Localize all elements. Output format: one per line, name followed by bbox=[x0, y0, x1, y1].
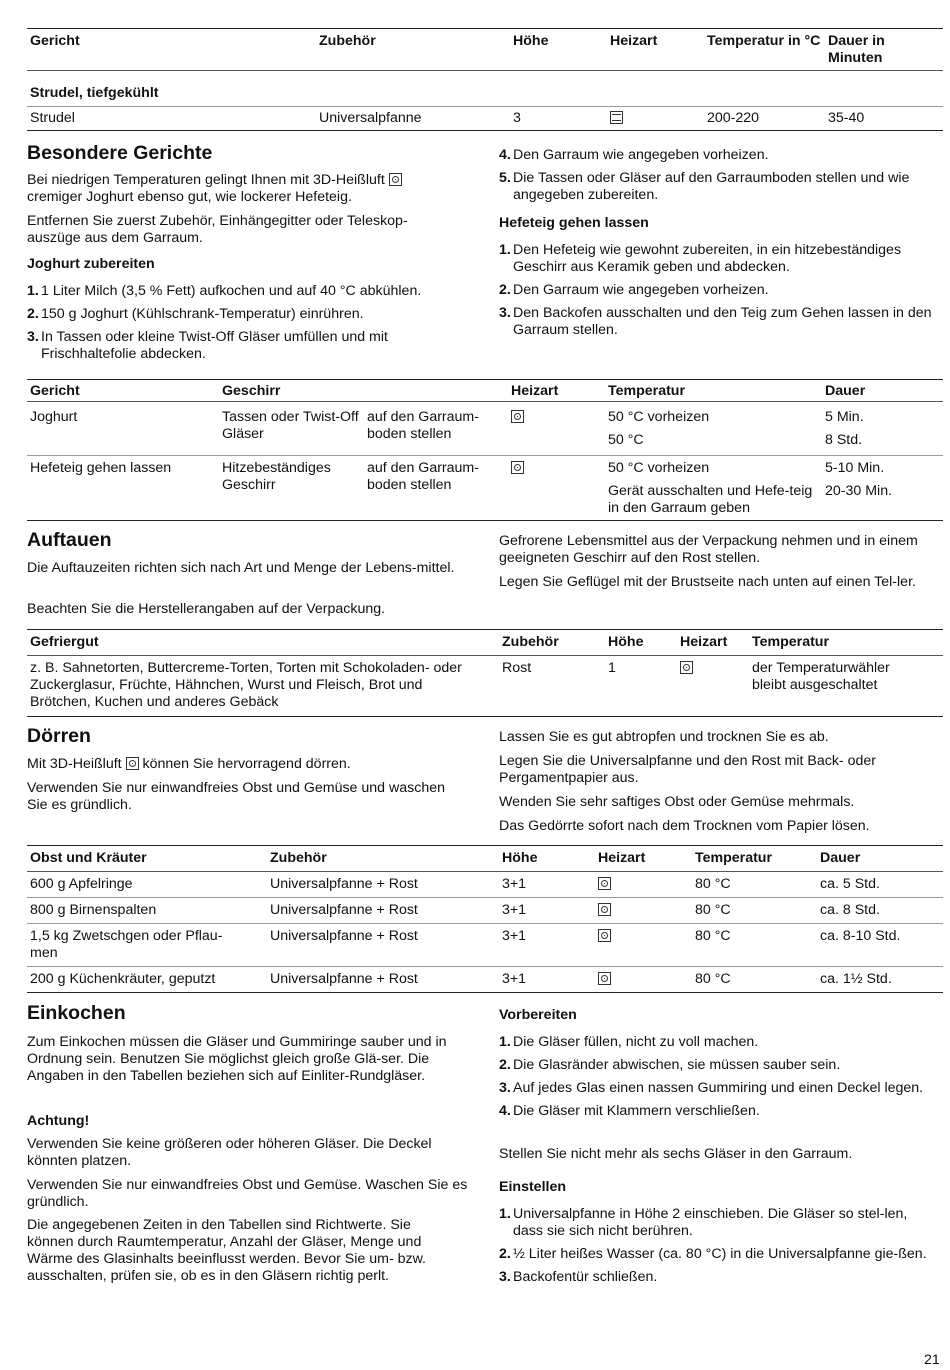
cell-hoehe: 3+1 bbox=[499, 967, 595, 993]
page-number: 21 bbox=[924, 1352, 940, 1368]
step-text: ½ Liter heißes Wasser (ca. 80 °C) in die Universalpfanne gie-ßen. bbox=[513, 1246, 927, 1262]
step-text: Auf jedes Glas einen nassen Gummiring und einen Deckel legen. bbox=[513, 1080, 924, 1096]
cell-zubehoer: Universalpfanne + Rost bbox=[270, 876, 418, 892]
doerren-p6: Das Gedörrte sofort nach dem Trocknen vom Papier lösen. bbox=[499, 818, 870, 834]
th-obst: Obst und Kräuter bbox=[27, 846, 267, 872]
list-item bbox=[499, 1103, 939, 1120]
step-text: 1 Liter Milch (3,5 % Fett) aufkochen und auf 40 °C abkühlen. bbox=[41, 283, 422, 299]
table-doerren bbox=[27, 845, 943, 993]
step-text: 150 g Joghurt (Kühlschrank-Temperatur) einrühren. bbox=[41, 306, 364, 322]
list-item bbox=[27, 306, 477, 323]
cell-zubehoer: Universalpfanne + Rost bbox=[267, 924, 499, 967]
list-item bbox=[499, 305, 943, 339]
th-hoehe: Höhe bbox=[510, 29, 607, 71]
cell-heizart bbox=[595, 872, 692, 898]
th-dauer: Dauer in Minuten bbox=[825, 29, 943, 71]
cell-item: 800 g Birnenspalten bbox=[27, 898, 267, 924]
temp-value: Gerät ausschalten und Hefe-teig in den Garraum geben bbox=[608, 483, 813, 516]
group-label: Strudel, tiefgekühlt bbox=[27, 71, 943, 107]
vorbereiten-title: Vorbereiten bbox=[499, 1007, 577, 1023]
step-text: Den Hefeteig wie gewohnt zubereiten, in ein hitzebeständiges Geschirr aus Keramik geben und abdecken. bbox=[513, 242, 902, 275]
th-temperatur: Temperatur in °C bbox=[704, 29, 825, 71]
list-item bbox=[499, 1080, 939, 1097]
step-number: 3. bbox=[499, 1269, 511, 1285]
table-auftauen bbox=[27, 629, 943, 717]
table-row bbox=[27, 924, 943, 967]
auftauen-p3: Gefrorene Lebensmittel aus der Verpackung nehmen und in einem geeigneten Geschirr auf den Rost stellen. bbox=[499, 533, 918, 566]
top-bottom-heat-icon bbox=[610, 111, 623, 124]
cell-temp: 80 °C bbox=[695, 876, 731, 892]
vorbereiten-steps bbox=[499, 1034, 939, 1126]
cell-hoehe: 3+1 bbox=[499, 898, 595, 924]
cell-hoehe: 3+1 bbox=[502, 876, 527, 892]
cell-hoehe: 3 bbox=[513, 110, 521, 126]
einkochen-p3: Verwenden Sie nur einwandfreies Obst und Gemüse. Waschen Sie es gründlich. bbox=[27, 1177, 468, 1210]
step-number: 2. bbox=[499, 1246, 511, 1262]
th-heizart: Heizart bbox=[595, 846, 692, 872]
step-number: 5. bbox=[499, 170, 511, 186]
step-text: Die Gläser füllen, nicht zu voll machen. bbox=[513, 1034, 759, 1050]
cell-ort: auf den Garraum-boden stellen bbox=[364, 456, 508, 521]
step-text: Den Garraum wie angegeben vorheizen. bbox=[513, 282, 769, 298]
step-text: Den Garraum wie angegeben vorheizen. bbox=[513, 147, 769, 163]
th-gefriergut: Gefriergut bbox=[27, 630, 499, 656]
step-number: 4. bbox=[499, 147, 511, 163]
3d-hot-air-icon bbox=[126, 757, 139, 770]
cell-temperatur: der Temperaturwähler bleibt ausgeschaltet bbox=[752, 660, 890, 693]
cell-temp: 80 °C bbox=[692, 924, 817, 967]
cell-zubehoer: Universalpfanne + Rost bbox=[267, 967, 499, 993]
cell-heizart bbox=[595, 967, 692, 993]
step-number: 1. bbox=[499, 1206, 511, 1222]
intro-text-b: cremiger Joghurt ebenso gut, wie lockerer Hefeteig. bbox=[27, 189, 352, 205]
cell-heizart bbox=[677, 656, 749, 717]
list-item bbox=[499, 1269, 939, 1286]
cell-dauer: 35-40 bbox=[828, 110, 865, 126]
list-item bbox=[499, 1246, 939, 1263]
joghurt-title: Joghurt zubereiten bbox=[27, 256, 155, 272]
step-number: 3. bbox=[27, 329, 39, 345]
table-besondere bbox=[27, 379, 943, 521]
list-item bbox=[499, 147, 939, 164]
table-strudel bbox=[27, 28, 943, 131]
dauer-value: 20-30 Min. bbox=[825, 483, 893, 499]
doerren-p1 bbox=[27, 756, 467, 773]
th-hoehe: Höhe bbox=[605, 630, 677, 656]
dauer-value: 5 Min. bbox=[825, 409, 864, 425]
th-temperatur: Temperatur bbox=[692, 846, 817, 872]
th-dauer: Dauer bbox=[817, 846, 943, 872]
step-number: 1. bbox=[27, 283, 39, 299]
cell-heizart bbox=[595, 898, 692, 924]
step-number: 2. bbox=[27, 306, 39, 322]
step-number: 1. bbox=[499, 242, 511, 258]
3d-hot-air-icon bbox=[598, 903, 611, 916]
cell-heizart bbox=[508, 402, 605, 456]
cell-dauer bbox=[822, 456, 943, 521]
list-item bbox=[499, 1034, 939, 1051]
3d-hot-air-icon bbox=[680, 661, 693, 674]
besondere-intro bbox=[27, 172, 467, 206]
besondere-intro2: Entfernen Sie zuerst Zubehör, Einhängegitter oder Teleskop-auszüge aus dem Garraum. bbox=[27, 213, 408, 246]
doerren-p1-text-a: Mit 3D-Heißluft bbox=[27, 756, 122, 772]
cell-dauer bbox=[822, 402, 943, 456]
joghurt-steps-left bbox=[27, 283, 477, 369]
th-zubehoer: Zubehör bbox=[267, 846, 499, 872]
heading-doerren: Dörren bbox=[27, 725, 91, 747]
einkochen-p5: Stellen Sie nicht mehr als sechs Gläser in den Garraum. bbox=[499, 1146, 853, 1162]
step-text: In Tassen oder kleine Twist-Off Gläser umfüllen und mit Frischhaltefolie abdecken. bbox=[41, 329, 388, 362]
table-row bbox=[27, 872, 943, 898]
list-item bbox=[499, 1206, 939, 1240]
cell-zubehoer: Universalpfanne + Rost bbox=[267, 898, 499, 924]
step-text: Backofentür schließen. bbox=[513, 1269, 658, 1285]
heading-einkochen: Einkochen bbox=[27, 1002, 126, 1024]
intro-text-a: Bei niedrigen Temperaturen gelingt Ihnen mit 3D-Heißluft bbox=[27, 172, 385, 188]
th-zubehoer: Zubehör bbox=[499, 630, 605, 656]
table-row bbox=[27, 967, 943, 993]
temp-value: 50 °C vorheizen bbox=[608, 409, 710, 425]
doerren-p2: Verwenden Sie nur einwandfreies Obst und Gemüse und waschen Sie es gründlich. bbox=[27, 780, 445, 813]
cell-temperatur bbox=[605, 456, 822, 521]
cell-temp: 80 °C bbox=[692, 898, 817, 924]
step-number: 3. bbox=[499, 1080, 511, 1096]
dauer-value: 8 Std. bbox=[825, 432, 863, 448]
doerren-p1-text-b: können Sie hervorragend dörren. bbox=[142, 756, 351, 772]
einstellen-title: Einstellen bbox=[499, 1179, 567, 1195]
th-gericht: Gericht bbox=[27, 29, 316, 71]
cell-geschirr: Hitzebeständiges Geschirr bbox=[219, 456, 364, 521]
list-item bbox=[499, 1057, 939, 1074]
table-row bbox=[27, 898, 943, 924]
doerren-p5: Wenden Sie sehr saftiges Obst oder Gemüse mehrmals. bbox=[499, 794, 855, 810]
step-text: Die Gläser mit Klammern verschließen. bbox=[513, 1103, 760, 1119]
th-heizart: Heizart bbox=[677, 630, 749, 656]
cell-dauer: ca. 8-10 Std. bbox=[817, 924, 943, 967]
list-item bbox=[499, 242, 943, 276]
cell-gefriergut: z. B. Sahnetorten, Buttercreme-Torten, Torten mit Schokoladen- oder Zuckerglasur, Früchte, Hähnchen, Wurst und Fleisch, Brot und Brötchen, Kuchen und anderes Gebäck bbox=[30, 660, 462, 710]
cell-ort: auf den Garraum-boden stellen bbox=[367, 409, 479, 442]
step-text: Die Tassen oder Gläser auf den Garraumboden stellen und wie angegeben zubereiten. bbox=[513, 170, 910, 203]
dauer-value: 5-10 Min. bbox=[825, 460, 885, 476]
th-heizart: Heizart bbox=[508, 380, 605, 402]
hefe-steps bbox=[499, 242, 943, 345]
step-number: 3. bbox=[499, 305, 511, 321]
step-text: Universalpfanne in Höhe 2 einschieben. Die Gläser so stel-len, dass sie sich nicht berühren. bbox=[513, 1206, 908, 1239]
step-text: Die Glasränder abwischen, sie müssen sauber sein. bbox=[513, 1057, 841, 1073]
th-temperatur: Temperatur bbox=[605, 380, 822, 402]
cell-gericht: Strudel bbox=[30, 110, 75, 126]
th-geschirr: Geschirr bbox=[219, 380, 508, 402]
cell-geschirr: Tassen oder Twist-Off Gläser bbox=[222, 409, 359, 442]
temp-value: 50 °C vorheizen bbox=[608, 460, 710, 476]
temp-value: 50 °C bbox=[608, 432, 644, 448]
auftauen-p1: Die Auftauzeiten richten sich nach Art und Menge der Lebens-mittel. bbox=[27, 560, 455, 576]
hefe-title: Hefeteig gehen lassen bbox=[499, 215, 649, 231]
step-number: 1. bbox=[499, 1034, 511, 1050]
cell-temperatur bbox=[605, 402, 822, 456]
auftauen-p4: Legen Sie Geflügel mit der Brustseite nach unten auf einen Tel-ler. bbox=[499, 574, 916, 590]
cell-gericht: Hefeteig gehen lassen bbox=[27, 456, 219, 521]
doerren-p3: Lassen Sie es gut abtropfen und trocknen Sie es ab. bbox=[499, 729, 829, 745]
auftauen-p2: Beachten Sie die Herstellerangaben auf der Verpackung. bbox=[27, 601, 386, 617]
cell-item: 1,5 kg Zwetschgen oder Pflau-men bbox=[27, 924, 267, 967]
joghurt-steps-right bbox=[499, 147, 939, 210]
list-item bbox=[27, 283, 477, 300]
step-text: Den Backofen ausschalten und den Teig zum Gehen lassen in den Garraum stellen. bbox=[513, 305, 932, 338]
3d-hot-air-icon bbox=[598, 972, 611, 985]
3d-hot-air-icon bbox=[389, 173, 402, 186]
einkochen-p1: Zum Einkochen müssen die Gläser und Gummiringe sauber und in Ordnung sein. Benutzen Sie möglichst gleich große Glä-ser. Die Angaben in den Tabellen beziehen sich auf Einliter-Rundgläser. bbox=[27, 1034, 447, 1084]
cell-dauer: ca. 5 Std. bbox=[820, 876, 880, 892]
step-number: 4. bbox=[499, 1103, 511, 1119]
cell-hoehe: 3+1 bbox=[499, 924, 595, 967]
cell-zubehoer: Rost bbox=[502, 660, 532, 676]
cell-gericht: Joghurt bbox=[30, 409, 78, 425]
list-item bbox=[499, 170, 939, 204]
einkochen-p2: Verwenden Sie keine größeren oder höheren Gläser. Die Deckel könnten platzen. bbox=[27, 1136, 432, 1169]
3d-hot-air-icon bbox=[511, 461, 524, 474]
cell-heizart bbox=[508, 456, 605, 521]
cell-temp: 80 °C bbox=[692, 967, 817, 993]
3d-hot-air-icon bbox=[598, 929, 611, 942]
cell-zubehoer: Universalpfanne bbox=[319, 110, 422, 126]
heading-besondere-gerichte: Besondere Gerichte bbox=[27, 142, 213, 164]
cell-item: 200 g Küchenkräuter, geputzt bbox=[27, 967, 267, 993]
list-item bbox=[27, 329, 451, 363]
3d-hot-air-icon bbox=[598, 877, 611, 890]
achtung-title: Achtung! bbox=[27, 1113, 90, 1129]
th-temperatur: Temperatur bbox=[749, 630, 943, 656]
heading-auftauen: Auftauen bbox=[27, 529, 112, 551]
th-dauer: Dauer bbox=[822, 380, 943, 402]
step-number: 2. bbox=[499, 282, 511, 298]
cell-dauer: ca. 8 Std. bbox=[817, 898, 943, 924]
einstellen-steps bbox=[499, 1206, 939, 1292]
doerren-p4: Legen Sie die Universalpfanne und den Rost mit Back- oder Pergamentpapier aus. bbox=[499, 753, 876, 786]
th-zubehoer: Zubehör bbox=[316, 29, 510, 71]
cell-temp: 200-220 bbox=[707, 110, 760, 126]
einkochen-p4: Die angegebenen Zeiten in den Tabellen sind Richtwerte. Sie können durch Raumtemperatur, Anzahl der Gläser, Menge und Wärme des Glasinhalts beeinflusst werden. Bevor Sie um- bzw. ausschalten, prüfen sie, ob es in den Gläsern richtig perlt. bbox=[27, 1217, 426, 1284]
th-hoehe: Höhe bbox=[499, 846, 595, 872]
3d-hot-air-icon bbox=[511, 410, 524, 423]
step-number: 2. bbox=[499, 1057, 511, 1073]
cell-heizart bbox=[607, 107, 704, 131]
th-heizart: Heizart bbox=[607, 29, 704, 71]
th-gericht: Gericht bbox=[27, 380, 219, 402]
cell-item: 600 g Apfelringe bbox=[30, 876, 133, 892]
list-item bbox=[499, 282, 943, 299]
cell-dauer: ca. 1½ Std. bbox=[817, 967, 943, 993]
cell-heizart bbox=[595, 924, 692, 967]
cell-hoehe: 1 bbox=[608, 660, 616, 676]
